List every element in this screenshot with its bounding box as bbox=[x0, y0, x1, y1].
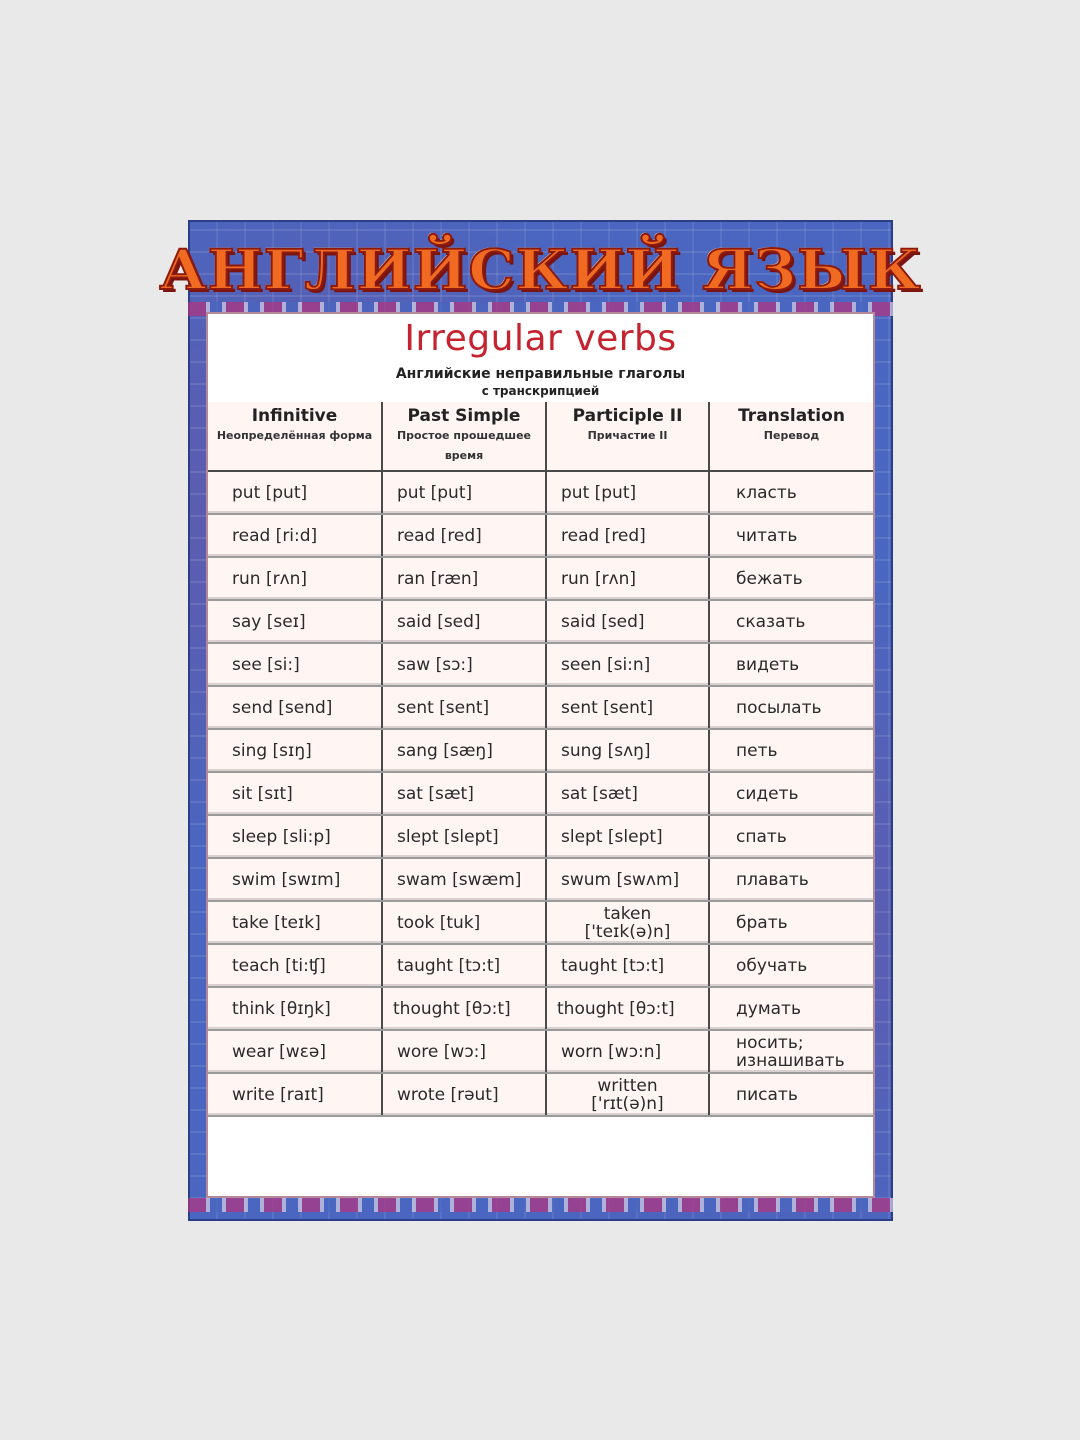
cell-translation: думать bbox=[709, 987, 873, 1030]
cell-infinitive: take [teɪk] bbox=[208, 901, 382, 944]
decorative-strip-bottom bbox=[188, 1198, 893, 1212]
cell-participle: thought [θɔ:t] bbox=[546, 987, 709, 1030]
header-ru: Причастие II bbox=[587, 429, 668, 442]
cell-line: изнашивать bbox=[736, 1050, 845, 1071]
cell-past-simple: taught [tɔ:t] bbox=[382, 944, 546, 987]
poster bbox=[159, 220, 922, 1221]
table-row bbox=[208, 557, 873, 600]
table-row bbox=[208, 944, 873, 987]
cell-participle bbox=[546, 1073, 709, 1116]
cell-participle: worn [wɔ:n] bbox=[546, 1030, 709, 1073]
header-ru: Неопределённая форма bbox=[216, 429, 373, 442]
header-en: Infinitive bbox=[251, 406, 338, 426]
table-row bbox=[208, 514, 873, 557]
cell-past-simple: sent [sent] bbox=[382, 686, 546, 729]
header-translation bbox=[709, 402, 873, 471]
cell-translation: обучать bbox=[709, 944, 873, 987]
cell-line: носить; bbox=[736, 1032, 804, 1053]
cell-participle: sent [sent] bbox=[546, 686, 709, 729]
cell-translation: плавать bbox=[709, 858, 873, 901]
cell-infinitive: teach [ti:ʧ] bbox=[208, 944, 382, 987]
table-row bbox=[208, 1073, 873, 1116]
cell-infinitive: read [ri:d] bbox=[208, 514, 382, 557]
cell-past-simple: saw [sɔ:] bbox=[382, 643, 546, 686]
cell-past-simple: sang [sæŋ] bbox=[382, 729, 546, 772]
cell-infinitive: swim [swɪm] bbox=[208, 858, 382, 901]
cell-translation: спать bbox=[709, 815, 873, 858]
cell-line: written bbox=[597, 1075, 658, 1096]
cell-translation: читать bbox=[709, 514, 873, 557]
cell-past-simple: ran [ræn] bbox=[382, 557, 546, 600]
cell-translation: видеть bbox=[709, 643, 873, 686]
cell-participle: seen [si:n] bbox=[546, 643, 709, 686]
cell-past-simple: sat [sæt] bbox=[382, 772, 546, 815]
cell-translation bbox=[709, 1030, 873, 1073]
cell-participle: sung [sʌŋ] bbox=[546, 729, 709, 772]
table-row bbox=[208, 643, 873, 686]
header-past-simple bbox=[382, 402, 546, 471]
sheet-title: Irregular verbs bbox=[404, 318, 677, 359]
header-en: Participle II bbox=[572, 406, 683, 426]
cell-translation: сказать bbox=[709, 600, 873, 643]
cell-infinitive: sit [sɪt] bbox=[208, 772, 382, 815]
table-row bbox=[208, 600, 873, 643]
header-ru: Перевод bbox=[763, 429, 820, 442]
header-ru: Простое прошедшее время bbox=[396, 429, 532, 462]
cell-infinitive: send [send] bbox=[208, 686, 382, 729]
sheet-subtitle bbox=[208, 366, 873, 400]
cell-past-simple: said [sed] bbox=[382, 600, 546, 643]
verbs-sheet bbox=[206, 312, 875, 1198]
cell-participle: put [put] bbox=[546, 471, 709, 514]
cell-participle: read [red] bbox=[546, 514, 709, 557]
subtitle-line-2: с транскрипцией bbox=[481, 384, 600, 398]
table-row bbox=[208, 772, 873, 815]
cell-infinitive: run [rʌn] bbox=[208, 557, 382, 600]
cell-infinitive: say [seɪ] bbox=[208, 600, 382, 643]
cell-translation: посылать bbox=[709, 686, 873, 729]
cell-past-simple: put [put] bbox=[382, 471, 546, 514]
cell-infinitive: wear [wɛə] bbox=[208, 1030, 382, 1073]
cell-participle: run [rʌn] bbox=[546, 557, 709, 600]
table-row bbox=[208, 858, 873, 901]
cell-past-simple: took [tuk] bbox=[382, 901, 546, 944]
table-row bbox=[208, 987, 873, 1030]
cell-infinitive: think [θɪŋk] bbox=[208, 987, 382, 1030]
subtitle-line-1: Английские неправильные глаголы bbox=[395, 366, 686, 382]
cell-line: taken bbox=[603, 903, 652, 924]
cell-infinitive: see [si:] bbox=[208, 643, 382, 686]
cell-line: ['rɪt(ə)n] bbox=[591, 1093, 664, 1114]
table-row bbox=[208, 729, 873, 772]
cell-line: ['teɪk(ə)n] bbox=[584, 921, 671, 942]
table-row bbox=[208, 471, 873, 514]
cell-participle: sat [sæt] bbox=[546, 772, 709, 815]
cell-translation: бежать bbox=[709, 557, 873, 600]
table-row bbox=[208, 815, 873, 858]
cell-past-simple: slept [slept] bbox=[382, 815, 546, 858]
banner bbox=[159, 230, 922, 310]
cell-past-simple: read [red] bbox=[382, 514, 546, 557]
cell-infinitive: sing [sɪŋ] bbox=[208, 729, 382, 772]
header-participle bbox=[546, 402, 709, 471]
banner-title: АНГЛИЙСКИЙ ЯЗЫК bbox=[159, 237, 922, 303]
cell-infinitive: sleep [sli:p] bbox=[208, 815, 382, 858]
table-row bbox=[208, 1030, 873, 1073]
cell-participle bbox=[546, 901, 709, 944]
table-header-row bbox=[208, 402, 873, 471]
cell-translation: петь bbox=[709, 729, 873, 772]
cell-infinitive: put [put] bbox=[208, 471, 382, 514]
header-en: Translation bbox=[738, 406, 845, 426]
table-row bbox=[208, 686, 873, 729]
cell-past-simple: thought [θɔ:t] bbox=[382, 987, 546, 1030]
cell-participle: swum [swʌm] bbox=[546, 858, 709, 901]
cell-past-simple: wrote [rəut] bbox=[382, 1073, 546, 1116]
cell-infinitive: write [raɪt] bbox=[208, 1073, 382, 1116]
cell-participle: said [sed] bbox=[546, 600, 709, 643]
cell-past-simple: swam [swæm] bbox=[382, 858, 546, 901]
cell-participle: slept [slept] bbox=[546, 815, 709, 858]
cell-translation: класть bbox=[709, 471, 873, 514]
cell-translation: писать bbox=[709, 1073, 873, 1116]
cell-participle: taught [tɔ:t] bbox=[546, 944, 709, 987]
header-infinitive bbox=[208, 402, 382, 471]
header-en: Past Simple bbox=[407, 406, 521, 426]
irregular-verbs-table bbox=[208, 402, 873, 1117]
table-row bbox=[208, 901, 873, 944]
cell-translation: сидеть bbox=[709, 772, 873, 815]
cell-past-simple: wore [wɔ:] bbox=[382, 1030, 546, 1073]
cell-translation: брать bbox=[709, 901, 873, 944]
